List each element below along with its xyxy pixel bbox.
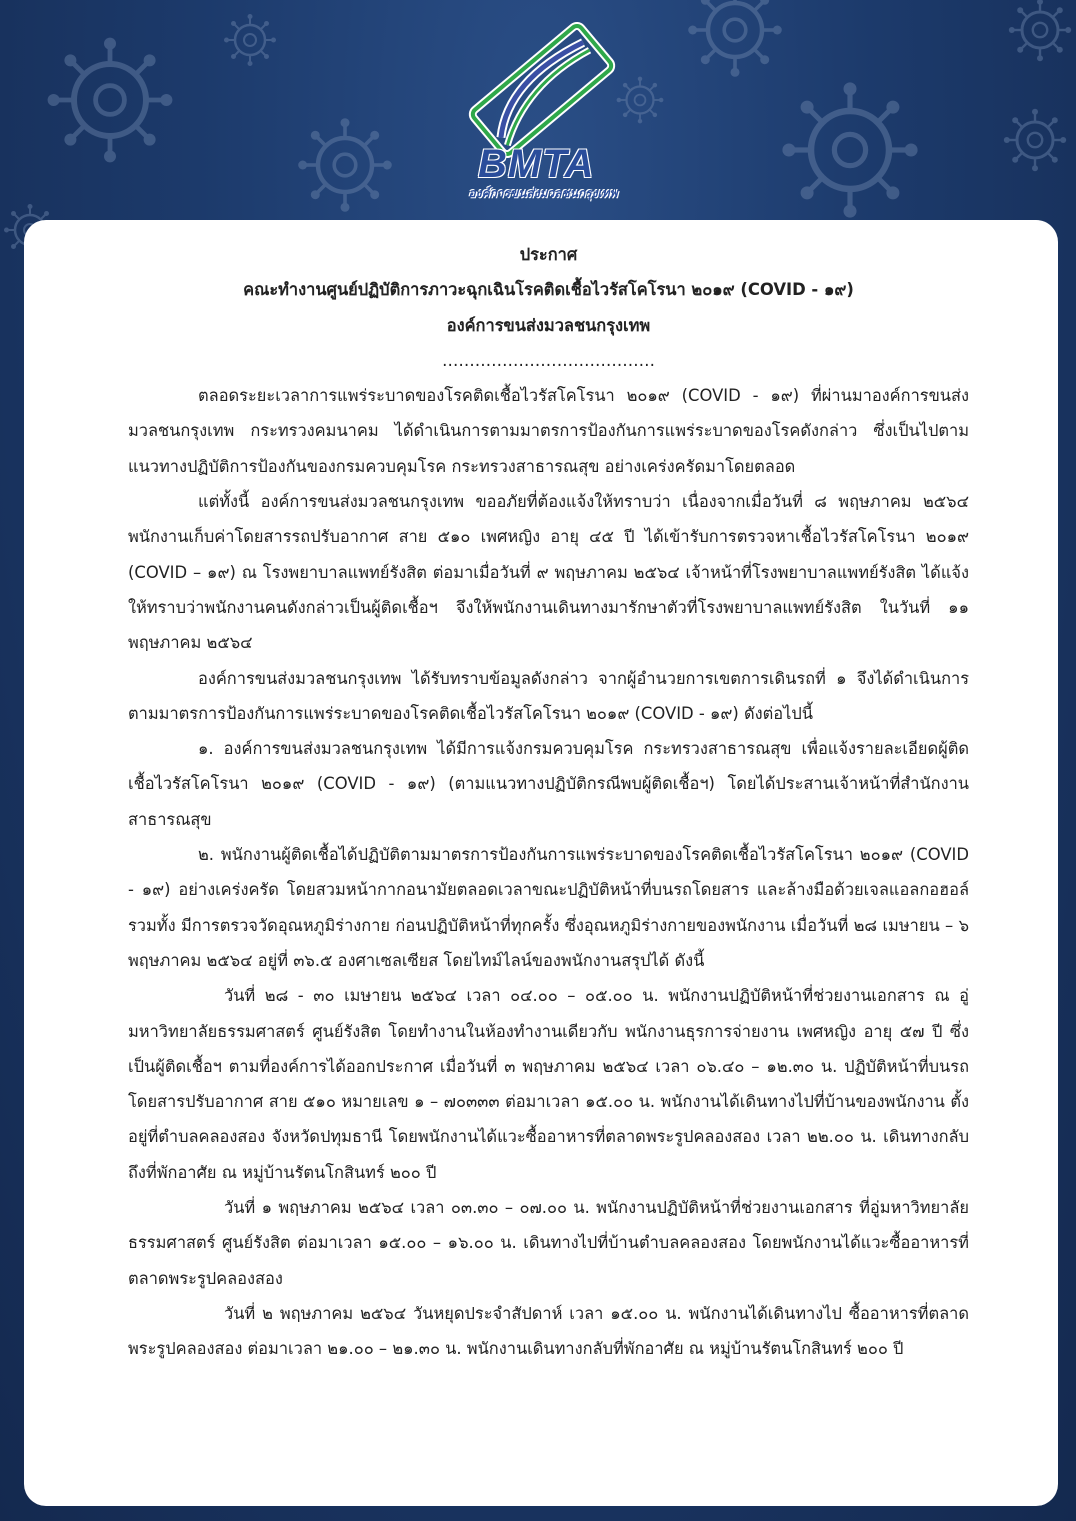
announcement-card — [24, 220, 1058, 1506]
virus-icon — [782, 82, 917, 217]
virus-icon — [224, 14, 276, 66]
paragraph: ๒. พนักงานผู้ติดเชื้อได้ปฏิบัติตามมาตรการป้องกันการแพร่ระบาดของโรคติดเชื้อไวรัสโคโรนา ๒๐๑๙ (COVID - ๑๙) อย่างเคร่งครัด โดยสวมหน้ากากอนามัยตลอดเวลาขณะปฏิบัติหน้าที่บนรถโดยสาร และล้างมือด้วยเจลแอลกอฮอล์ รวมทั้ง มีการตรวจวัดอุณหภูมิร่างกาย ก่อนปฏิบัติหน้าที่ทุกครั้ง ซึ่งอุณหภูมิร่างกายของพนักงาน เมื่อวันที่ ๒๘ เมษายน – ๖ พฤษภาคม ๒๕๖๔ อยู่ที่ ๓๖.๕ องศาเซลเซียส โดยไทม์ไลน์ของพนักงานสรุปได้ ดังนี้ — [128, 845, 969, 970]
paragraph: ๑. องค์การขนส่งมวลชนกรุงเทพ ได้มีการแจ้งกรมควบคุมโรค กระทรวงสาธารณสุข เพื่อแจ้งรายละเอียดผู้ติดเชื้อไวรัสโคโรนา ๒๐๑๙ (COVID - ๑๙) (ตามแนวทางปฏิบัติกรณีพบผู้ติดเชื้อฯ) โดยได้ประสานเจ้าหน้าที่สำนักงานสาธารณสุข — [128, 739, 969, 829]
separator: ………………………………… — [441, 350, 656, 370]
logo-subtitle: องค์การขนส่งมวลชนกรุงเทพ — [468, 186, 618, 200]
virus-icon — [1004, 109, 1066, 171]
paragraph: องค์การขนส่งมวลชนกรุงเทพ ได้รับทราบข้อมูลดังกล่าว จากผู้อำนวยการเขตการเดินรถที่ ๑ จึงได้ดำเนินการตามมาตรการป้องกันการแพร่ระบาดของโรคติดเชื้อไวรัสโคโรนา ๒๐๑๙ (COVID - ๑๙) ดังต่อไปนี้ — [128, 668, 969, 723]
timeline-entry: วันที่ ๑ พฤษภาคม ๒๕๖๔ เวลา ๐๓.๓๐ – ๐๗.๐๐ น. พนักงานปฏิบัติหน้าที่ช่วยงานเอกสาร ที่อู่มหาวิทยาลัยธรรมศาสตร์ ศูนย์รังสิต ต่อมาเวลา ๑๕.๐๐ – ๑๖.๐๐ น. เดินทางไปที่บ้านตำบลคลองสอง โดยพนักงานได้แวะซื้ออาหารที่ตลาดพระรูปคลองสอง — [128, 1198, 969, 1288]
paragraph: แต่ทั้งนี้ องค์การขนส่งมวลชนกรุงเทพ ขออภัยที่ต้องแจ้งให้ทราบว่า เนื่องจากเมื่อวันที่ ๘ พฤษภาคม ๒๕๖๔ พนักงานเก็บค่าโดยสารรถปรับอากาศ สาย ๕๑๐ เพศหญิง อายุ ๔๕ ปี ได้เข้ารับการตรวจหาเชื้อไวรัสโคโรนา ๒๐๑๙ (COVID – ๑๙) ณ โรงพยาบาลแพทย์รังสิต ต่อมาเมื่อวันที่ ๙ พฤษภาคม ๒๕๖๔ เจ้าหน้าที่โรงพยาบาลแพทย์รังสิต ได้แจ้งให้ทราบว่าพนักงานคนดังกล่าวเป็นผู้ติดเชื้อฯ จึงให้พนักงานเดินทางมารักษาตัวที่โรงพยาบาลแพทย์รังสิต ในวันที่ ๑๑ พฤษภาคม ๒๕๖๔ — [128, 492, 969, 653]
virus-icon — [298, 118, 392, 212]
announcement-title: ประกาศ — [519, 245, 578, 264]
announcement-content — [128, 237, 969, 1367]
virus-icon — [48, 38, 173, 163]
virus-icon — [688, 0, 782, 77]
announcement-subtitle: คณะทำงานศูนย์ปฏิบัติการภาวะฉุกเฉินโรคติดเชื้อไวรัสโคโรนา ๒๐๑๙ (COVID - ๑๙) — [243, 280, 854, 300]
logo-brand: BMTA — [478, 142, 595, 186]
announcement-organization: องค์การขนส่งมวลชนกรุงเทพ — [446, 315, 651, 335]
paragraph: ตลอดระยะเวลาการแพร่ระบาดของโรคติดเชื้อไวรัสโคโรนา ๒๐๑๙ (COVID - ๑๙) ที่ผ่านมาองค์การขนส่งมวลชนกรุงเทพ กระทรวงคมนาคม ได้ดำเนินการตามมาตรการป้องกันการแพร่ระบาดของโรคดังกล่าว ซึ่งเป็นไปตามแนวทางปฏิบัติการป้องกันของกรมควบคุมโรค กระทรวงสาธารณสุข อย่างเคร่งครัดมาโดยตลอด — [128, 386, 969, 476]
timeline-entry: วันที่ ๒๘ - ๓๐ เมษายน ๒๕๖๔ เวลา ๐๔.๐๐ – ๐๕.๐๐ น. พนักงานปฏิบัติหน้าที่ช่วยงานเอกสาร ณ อู่มหาวิทยาลัยธรรมศาสตร์ ศูนย์รังสิต โดยทำงานในห้องทำงานเดียวกับ พนักงานธุรการจ่ายงาน เพศหญิง อายุ ๕๗ ปี ซึ่งเป็นผู้ติดเชื้อฯ ตามที่องค์การได้ออกประกาศ เมื่อวันที่ ๓ พฤษภาคม ๒๕๖๔ เวลา ๐๖.๔๐ – ๑๒.๓๐ น. ปฏิบัติหน้าที่บนรถโดยสารปรับอากาศ สาย ๕๑๐ หมายเลข ๑ – ๗๐๓๓๓ ต่อมาเวลา ๑๕.๐๐ น. พนักงานได้เดินทางไปที่บ้านของพนักงาน ตั้งอยู่ที่ตำบลคลองสอง จังหวัดปทุมธานี โดยพนักงานได้แวะซื้ออาหารที่ตลาดพระรูปคลองสอง เวลา ๒๒.๐๐ น. เดินทางกลับถึงที่พักอาศัย ณ หมู่บ้านรัตนโกสินทร์ ๒๐๐ ปี — [128, 986, 969, 1182]
timeline-entry: วันที่ ๒ พฤษภาคม ๒๕๖๔ วันหยุดประจำสัปดาห์ เวลา ๑๕.๐๐ น. พนักงานได้เดินทางไป ซื้ออาหารที่ตลาดพระรูปคลองสอง ต่อมาเวลา ๒๑.๐๐ – ๒๑.๓๐ น. พนักงานเดินทางกลับที่พักอาศัย ณ หมู่บ้านรัตนโกสินทร์ ๒๐๐ ปี — [128, 1303, 969, 1359]
virus-icon — [1009, 0, 1071, 61]
